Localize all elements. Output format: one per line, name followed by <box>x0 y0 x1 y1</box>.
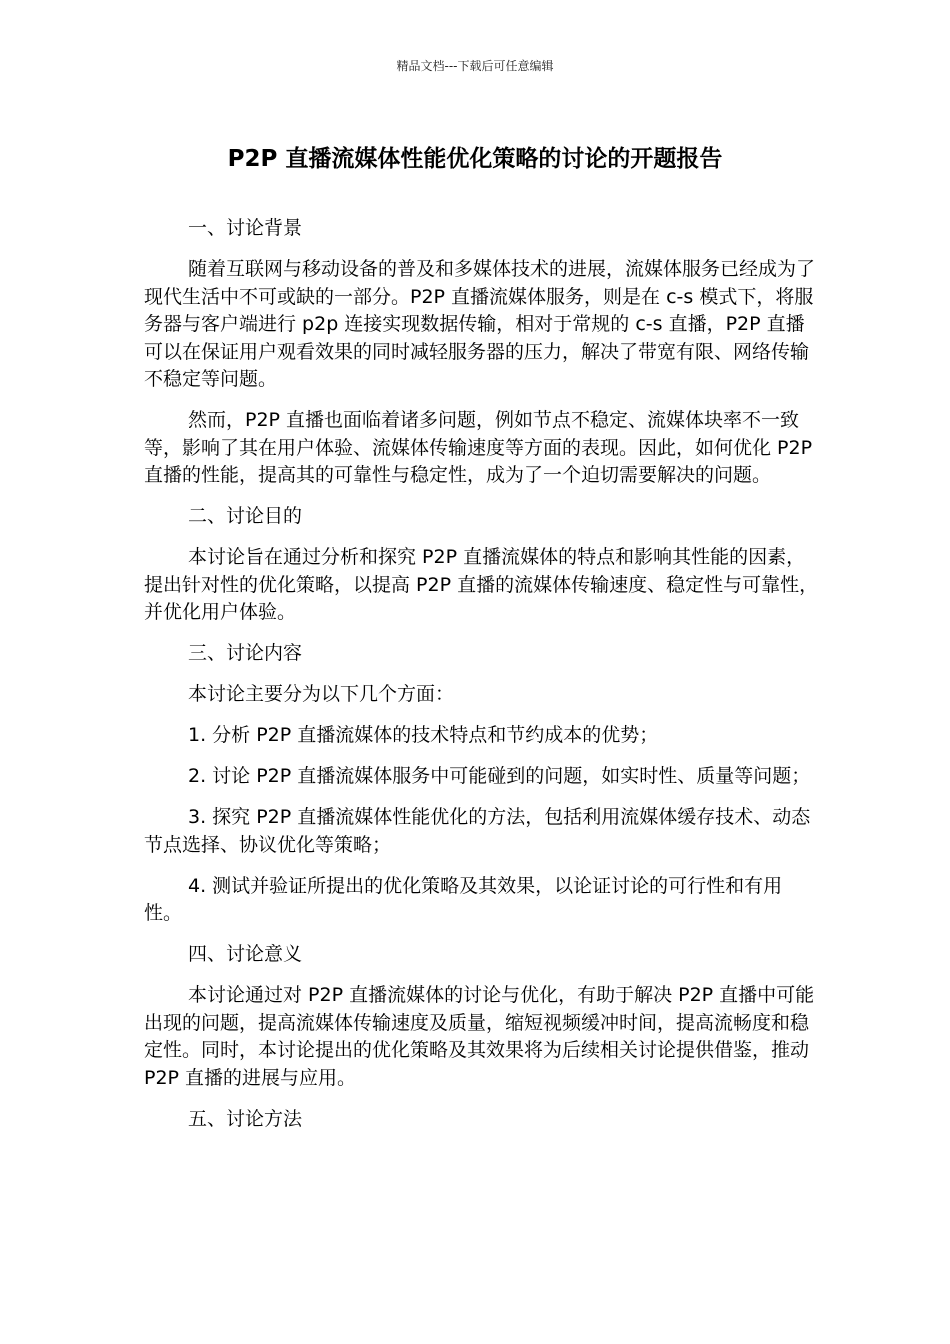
list-item-content-2: 2. 讨论 P2P 直播流媒体服务中可能碰到的问题，如实时性、质量等问题； <box>188 765 811 787</box>
list-item-content-4: 4. 测试并验证所提出的优化策略及其效果，以论证讨论的可行性和有用性。 <box>144 874 783 924</box>
paragraph-background-problems: 然而，P2P 直播也面临着诸多问题，例如节点不稳定、流媒体块率不一致等，影响了其在用户体验、流媒体传输速度等方面的表现。因此，如何优化 P2P 直播的性能，提高其的可靠性与稳定性，成为了一个迫切需要解决的问题。 <box>144 409 813 486</box>
document-body <box>144 215 820 1147</box>
paragraph-purpose: 本讨论旨在通过分析和探究 P2P 直播流媒体的特点和影响其性能的因素，提出针对性的优化策略，以提高 P2P 直播的流媒体传输速度、稳定性与可靠性，并优化用户体验。 <box>144 546 819 623</box>
section-heading-background: 一、讨论背景 <box>188 217 303 239</box>
section-heading-significance: 四、讨论意义 <box>188 943 303 965</box>
paragraph-content-intro: 本讨论主要分为以下几个方面： <box>188 683 455 705</box>
section-heading-method: 五、讨论方法 <box>188 1107 303 1130</box>
document-title: P2P 直播流媒体性能优化策略的讨论的开题报告 <box>227 146 723 172</box>
section-heading-purpose: 二、讨论目的 <box>188 505 303 527</box>
list-item-content-1: 1. 分析 P2P 直播流媒体的技术特点和节约成本的优势； <box>188 724 659 746</box>
paragraph-background-intro: 随着互联网与移动设备的普及和多媒体技术的进展，流媒体服务已经成为了现代生活中不可或缺的一部分。P2P 直播流媒体服务，则是在 c-s 模式下，将服务器与客户端进行 p2p 连接实现数据传输，相对于常规的 c-s 直播，P2P 直播可以在保证用户观看效果的同时减轻服务器的压力，解决了带宽有限、网络传输不稳定等问题。 <box>144 258 816 390</box>
paragraph-significance: 本讨论通过对 P2P 直播流媒体的讨论与优化，有助于解决 P2P 直播中可能出现的问题，提高流媒体传输速度及质量，缩短视频缓冲时间，提高流畅度和稳定性。同时，本讨论提出的优化策略及其效果将为后续相关讨论提供借鉴，推动 P2P 直播的进展与应用。 <box>144 984 815 1089</box>
page-header-note: 精品文档---下载后可任意编辑 <box>396 59 554 73</box>
section-heading-content: 三、讨论内容 <box>188 642 303 664</box>
list-item-content-3: 3. 探究 P2P 直播流媒体性能优化的方法，包括利用流媒体缓存技术、动态节点选择、协议优化等策略； <box>144 806 811 856</box>
